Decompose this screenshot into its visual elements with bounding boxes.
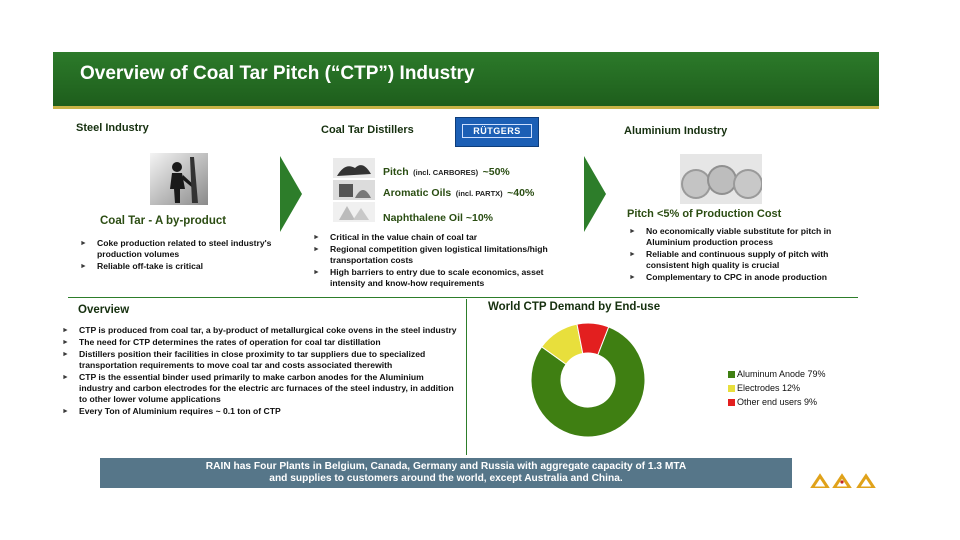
list-item: ► CTP is the essential binder used primarily to make carbon anodes for the Aluminium industry and carbon electrodes for the electric arc furnaces of the steel industry, in addition to other lower volume applications [60, 372, 458, 405]
list-item: ► No economically viable substitute for pitch in Aluminium production process [627, 226, 865, 248]
section-divider [68, 297, 858, 298]
list-item: ► Regional competition given logistical limitations/high transportation costs [311, 244, 571, 266]
list-item: ► Coke production related to steel industry's production volumes [78, 238, 276, 260]
list-item: ► High barriers to entry due to scale economics, asset intensity and know-how requirements [311, 267, 571, 289]
aluminium-subtitle: Pitch <5% of Production Cost [627, 208, 782, 220]
steel-worker-photo [150, 153, 208, 205]
arrow-right-icon [584, 156, 606, 232]
arrow-right-icon [280, 156, 302, 232]
overview-bullets [60, 325, 458, 418]
legend-item: Aluminum Anode 79% [728, 369, 826, 379]
legend-swatch [728, 399, 735, 406]
products-photos [333, 158, 375, 222]
banner-line: RAIN has Four Plants in Belgium, Canada, Germany and Russia with aggregate capacity of 1.3 MTA [205, 461, 687, 472]
title-bar [53, 52, 879, 106]
list-item: ► Complementary to CPC in anode production [627, 272, 865, 283]
list-item: ► Reliable and continuous supply of pitch with consistent high quality is crucial [627, 249, 865, 271]
legend-item: Other end users 9% [728, 397, 826, 407]
list-item: ► Reliable off-take is critical [78, 261, 276, 272]
steel-industry-title: Steel Industry [76, 122, 149, 134]
title-underline [53, 106, 879, 109]
list-item: ► CTP is produced from coal tar, a by-product of metallurgical coke ovens in the steel industry [60, 325, 458, 336]
demand-chart-title: World CTP Demand by End-use [488, 301, 661, 313]
page-title: Overview of Coal Tar Pitch (“CTP”) Industry [80, 63, 475, 84]
summary-banner [100, 458, 792, 488]
pitch-label: Pitch (incl. CARBORES) ~50% [383, 166, 510, 178]
aluminium-ingots-photo [680, 154, 762, 204]
company-logo [806, 472, 882, 488]
legend-swatch [728, 371, 735, 378]
steel-subtitle: Coal Tar - A by-product [100, 215, 227, 227]
rutgers-logo [455, 117, 539, 147]
overview-title: Overview [78, 304, 130, 316]
distillers-title: Coal Tar Distillers [321, 124, 414, 136]
aluminium-title: Aluminium Industry [624, 125, 728, 137]
list-item: ► Distillers position their facilities in close proximity to tar suppliers due to specialized transportation requirements to move coal tar and costs associated therewith [60, 349, 458, 371]
aluminium-bullets [627, 226, 865, 284]
chart-legend [728, 369, 826, 407]
rutgers-logo-text: RÜTGERS [462, 124, 532, 138]
column-divider [466, 299, 467, 455]
legend-item: Electrodes 12% [728, 383, 826, 393]
list-item: ► The need for CTP determines the rates of operation for coal tar distillation [60, 337, 458, 348]
list-item: ► Every Ton of Aluminium requires ~ 0.1 ton of CTP [60, 406, 458, 417]
demand-donut-chart [528, 320, 688, 440]
naphthalene-label: Naphthalene Oil ~10% [383, 212, 493, 224]
aromatic-oils-label: Aromatic Oils (incl. PARTX) ~40% [383, 187, 535, 199]
banner-line: and supplies to customers around the world, except Australia and China. [269, 473, 623, 484]
steel-bullets [78, 238, 276, 273]
list-item: ► Critical in the value chain of coal tar [311, 232, 571, 243]
distillers-bullets [311, 232, 571, 290]
legend-swatch [728, 385, 735, 392]
